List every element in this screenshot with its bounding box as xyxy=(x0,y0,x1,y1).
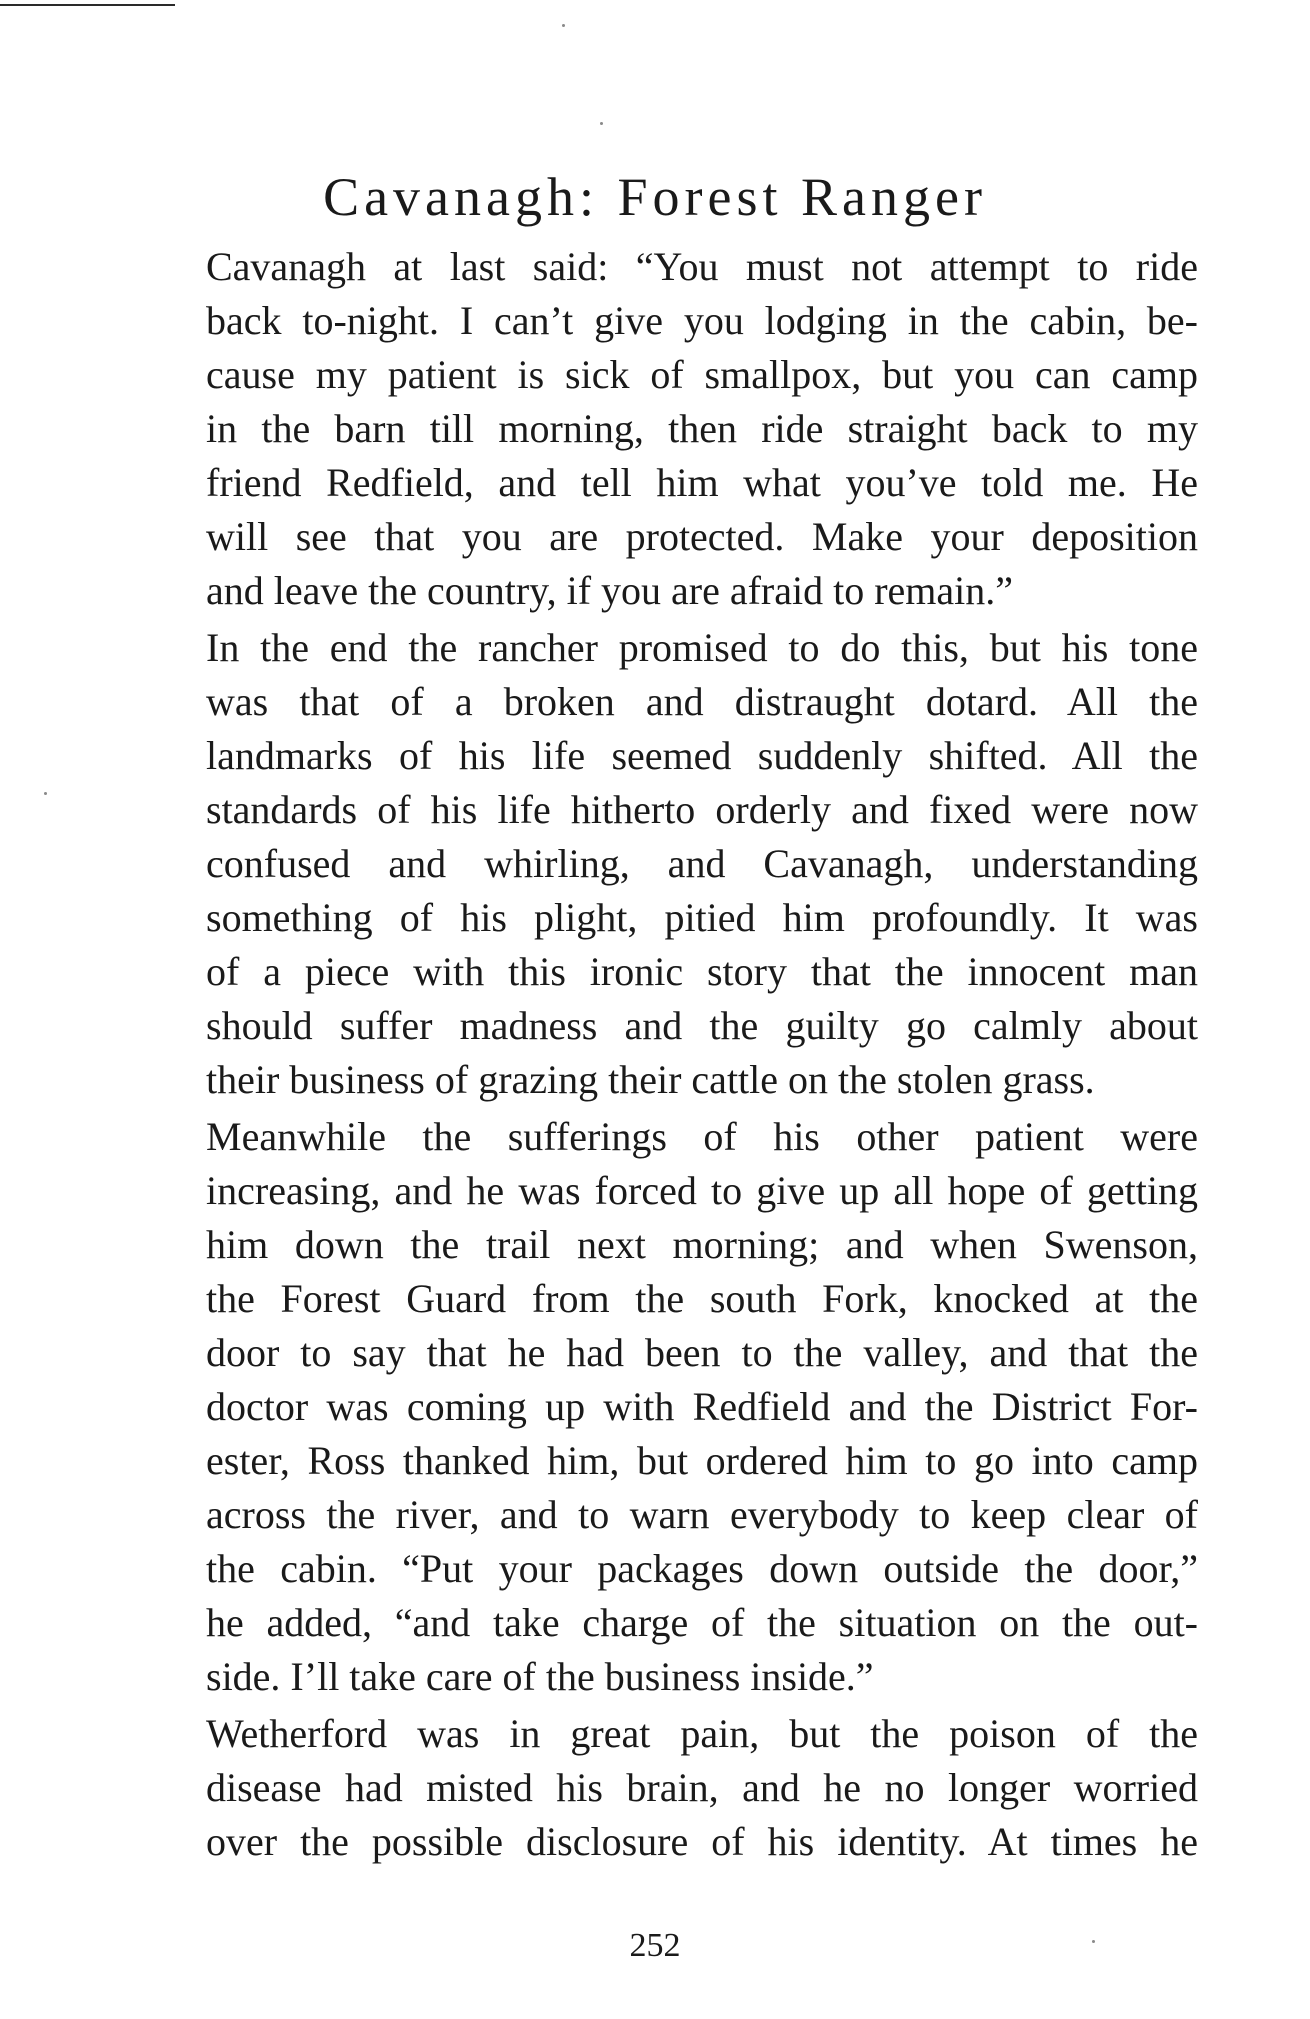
text-line: him down the trail next morning; and when Swenson, xyxy=(206,1222,1198,1267)
text-line: door to say that he had been to the valley, and that the xyxy=(206,1330,1198,1375)
text-line: across the river, and to warn everybody to keep clear of xyxy=(206,1492,1198,1537)
text-line: will see that you are protected. Make your deposition xyxy=(206,514,1198,559)
text-line: standards of his life hitherto orderly and fixed were now xyxy=(206,787,1198,832)
body-text xyxy=(206,240,1198,1869)
paragraph xyxy=(206,1110,1198,1704)
text-line: the Forest Guard from the south Fork, knocked at the xyxy=(206,1276,1198,1321)
text-line: Cavanagh at last said: “You must not attempt to ride xyxy=(206,244,1198,289)
text-line: side. I’ll take care of the business inside.” xyxy=(206,1654,874,1699)
text-line: ester, Ross thanked him, but ordered him to go into camp xyxy=(206,1438,1198,1483)
text-line: should suffer madness and the guilty go calmly about xyxy=(206,1003,1198,1048)
text-line: landmarks of his life seemed suddenly shifted. All the xyxy=(206,733,1198,778)
text-line: was that of a broken and distraught dotard. All the xyxy=(206,679,1198,724)
speck xyxy=(600,122,603,125)
text-line: he added, “and take charge of the situation on the out- xyxy=(206,1600,1198,1645)
text-line: of a piece with this ironic story that the innocent man xyxy=(206,949,1198,994)
text-line: doctor was coming up with Redfield and the District For- xyxy=(206,1384,1198,1429)
text-line: in the barn till morning, then ride straight back to my xyxy=(206,406,1198,451)
text-line: cause my patient is sick of smallpox, but you can camp xyxy=(206,352,1198,397)
text-line: their business of grazing their cattle on the stolen grass. xyxy=(206,1057,1095,1102)
text-line: In the end the rancher promised to do this, but his tone xyxy=(206,625,1198,670)
text-line: disease had misted his brain, and he no longer worried xyxy=(206,1765,1198,1810)
text-line: over the possible disclosure of his identity. At times he xyxy=(206,1819,1198,1864)
speck xyxy=(562,24,565,27)
text-line: the cabin. “Put your packages down outside the door,” xyxy=(206,1546,1198,1591)
text-line: Wetherford was in great pain, but the poison of the xyxy=(206,1711,1198,1756)
speck xyxy=(44,792,47,795)
paragraph xyxy=(206,240,1198,618)
page-number: 252 xyxy=(629,1927,681,1964)
text-line: Meanwhile the sufferings of his other patient were xyxy=(206,1114,1198,1159)
text-line: friend Redfield, and tell him what you’ve told me. He xyxy=(206,460,1198,505)
text-line: increasing, and he was forced to give up all hope of getting xyxy=(206,1168,1198,1213)
corner-rule xyxy=(0,4,175,6)
paragraph xyxy=(206,1707,1198,1869)
running-head: Cavanagh: Forest Ranger xyxy=(323,167,987,227)
text-line: back to-night. I can’t give you lodging in the cabin, be- xyxy=(206,298,1198,343)
text-line: confused and whirling, and Cavanagh, understanding xyxy=(206,841,1198,886)
text-line: and leave the country, if you are afraid to remain.” xyxy=(206,568,1014,613)
text-line: something of his plight, pitied him profoundly. It was xyxy=(206,895,1198,940)
paragraph xyxy=(206,621,1198,1107)
